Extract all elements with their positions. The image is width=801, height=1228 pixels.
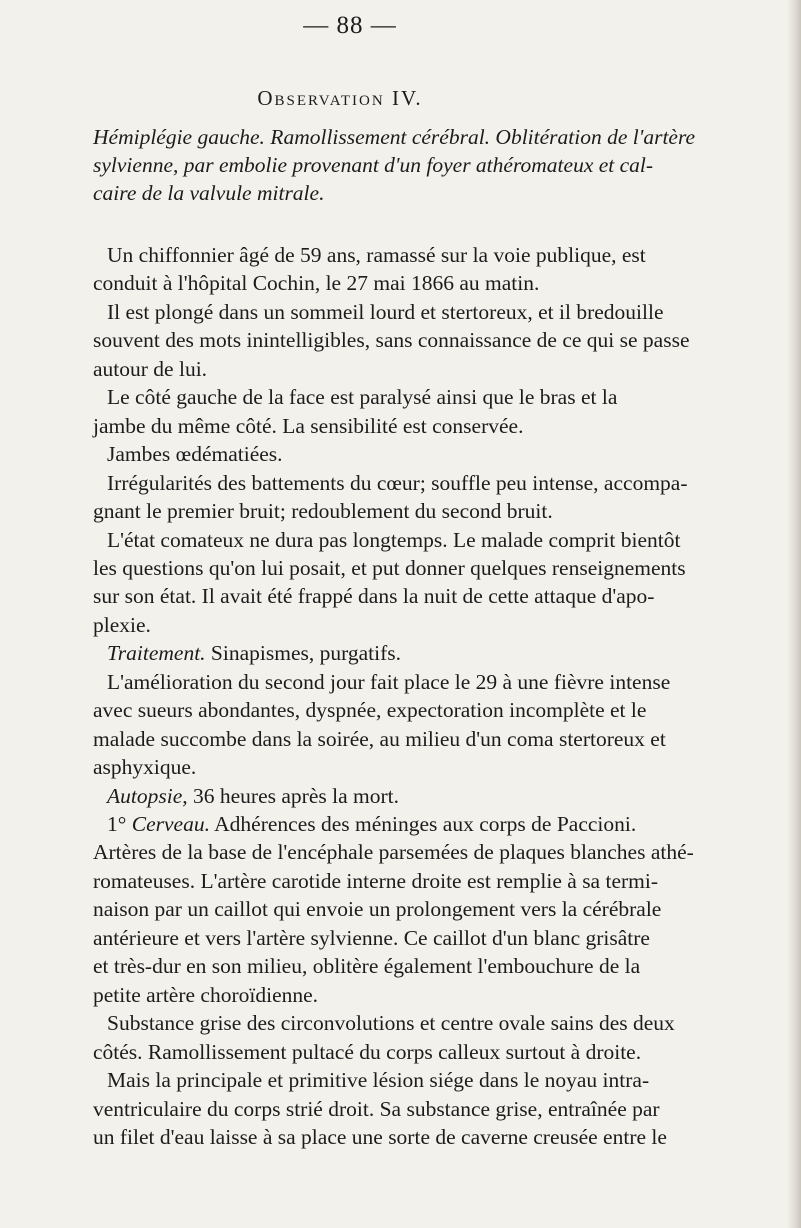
body-line: L'amélioration du second jour fait place le 29 à une fièvre intense xyxy=(107,669,671,694)
body-line: asphyxique. xyxy=(93,755,197,780)
body-line: côtés. Ramollissement pultacé du corps calleux surtout à droite. xyxy=(93,1039,642,1064)
body-line: un filet d'eau laisse à sa place une sorte de caverne creusée entre le xyxy=(93,1124,667,1149)
body-line: les questions qu'on lui posait, et put donner quelques renseignements xyxy=(93,555,686,580)
body-line: naison par un caillot qui envoie un prolongement vers la cérébrale xyxy=(93,897,662,922)
body-line: romateuses. L'artère carotide interne droite est remplie à sa termi- xyxy=(93,868,659,893)
italic-label: Traitement. xyxy=(107,641,206,666)
body-line: sur son état. Il avait été frappé dans la nuit de cette attaque d'apo- xyxy=(93,584,655,609)
body-line: souvent des mots inintelligibles, sans connaissance de ce qui se passe xyxy=(93,328,690,353)
body-line: Substance grise des circonvolutions et centre ovale sains des deux xyxy=(107,1011,675,1036)
body-line: Artères de la base de l'encéphale parsemées de plaques blanches athé- xyxy=(93,840,694,865)
page-number: — 88 — xyxy=(303,12,397,39)
body-line: jambe du même côté. La sensibilité est conservée. xyxy=(93,413,524,438)
body-line: petite artère choroïdienne. xyxy=(93,982,319,1007)
body-line: Un chiffonnier âgé de 59 ans, ramassé sur la voie publique, est xyxy=(107,243,646,267)
heading-line: caire de la valvule mitrale. xyxy=(93,181,325,205)
body-line: Mais la principale et primitive lésion siége dans le noyau intra- xyxy=(107,1068,650,1092)
italic-label: Autopsie, xyxy=(107,783,188,808)
body-line: 1° Cerveau. Adhérences des méninges aux corps de Paccioni. xyxy=(107,812,637,836)
body-line: plexie. xyxy=(93,612,151,637)
body-line: avec sueurs abondantes, dyspnée, expectoration incomplète et le xyxy=(93,698,647,723)
heading-line: sylvienne, par embolie provenant d'un foyer athéromateux et cal- xyxy=(93,153,654,177)
page-edge-shadow xyxy=(787,0,801,1228)
body-line: autour de lui. xyxy=(93,356,208,381)
body-line: Jambes œdématiées. xyxy=(107,442,283,467)
observation-title: Observation IV. xyxy=(257,86,423,110)
body-line: malade succombe dans la soirée, au milieu d'un coma stertoreux et xyxy=(93,726,666,751)
body-line: Il est plongé dans un sommeil lourd et stertoreux, et il bredouille xyxy=(107,299,664,324)
body-line: gnant le premier bruit; redoublement du second bruit. xyxy=(93,499,553,524)
heading-line: Hémiplégie gauche. Ramollissement cérébral. Oblitération de l'artère xyxy=(93,125,696,149)
body-line: Traitement. Sinapismes, purgatifs. xyxy=(107,641,402,666)
body-line: et très-dur en son milieu, oblitère également l'embouchure de la xyxy=(93,954,641,979)
body-line: Irrégularités des battements du cœur; souffle peu intense, accompa- xyxy=(107,470,688,495)
body-line: antérieure et vers l'artère sylvienne. Ce caillot d'un blanc grisâtre xyxy=(93,925,650,950)
body-line: Autopsie, 36 heures après la mort. xyxy=(107,783,399,808)
body-line: conduit à l'hôpital Cochin, le 27 mai 1866 au matin. xyxy=(93,271,540,296)
body-line: L'état comateux ne dura pas longtemps. Le malade comprit bientôt xyxy=(107,527,681,552)
body-line: Le côté gauche de la face est paralysé ainsi que le bras et la xyxy=(107,385,618,410)
body-line: ventriculaire du corps strié droit. Sa substance grise, entraînée par xyxy=(93,1096,660,1121)
italic-label: Cerveau. xyxy=(131,812,210,836)
